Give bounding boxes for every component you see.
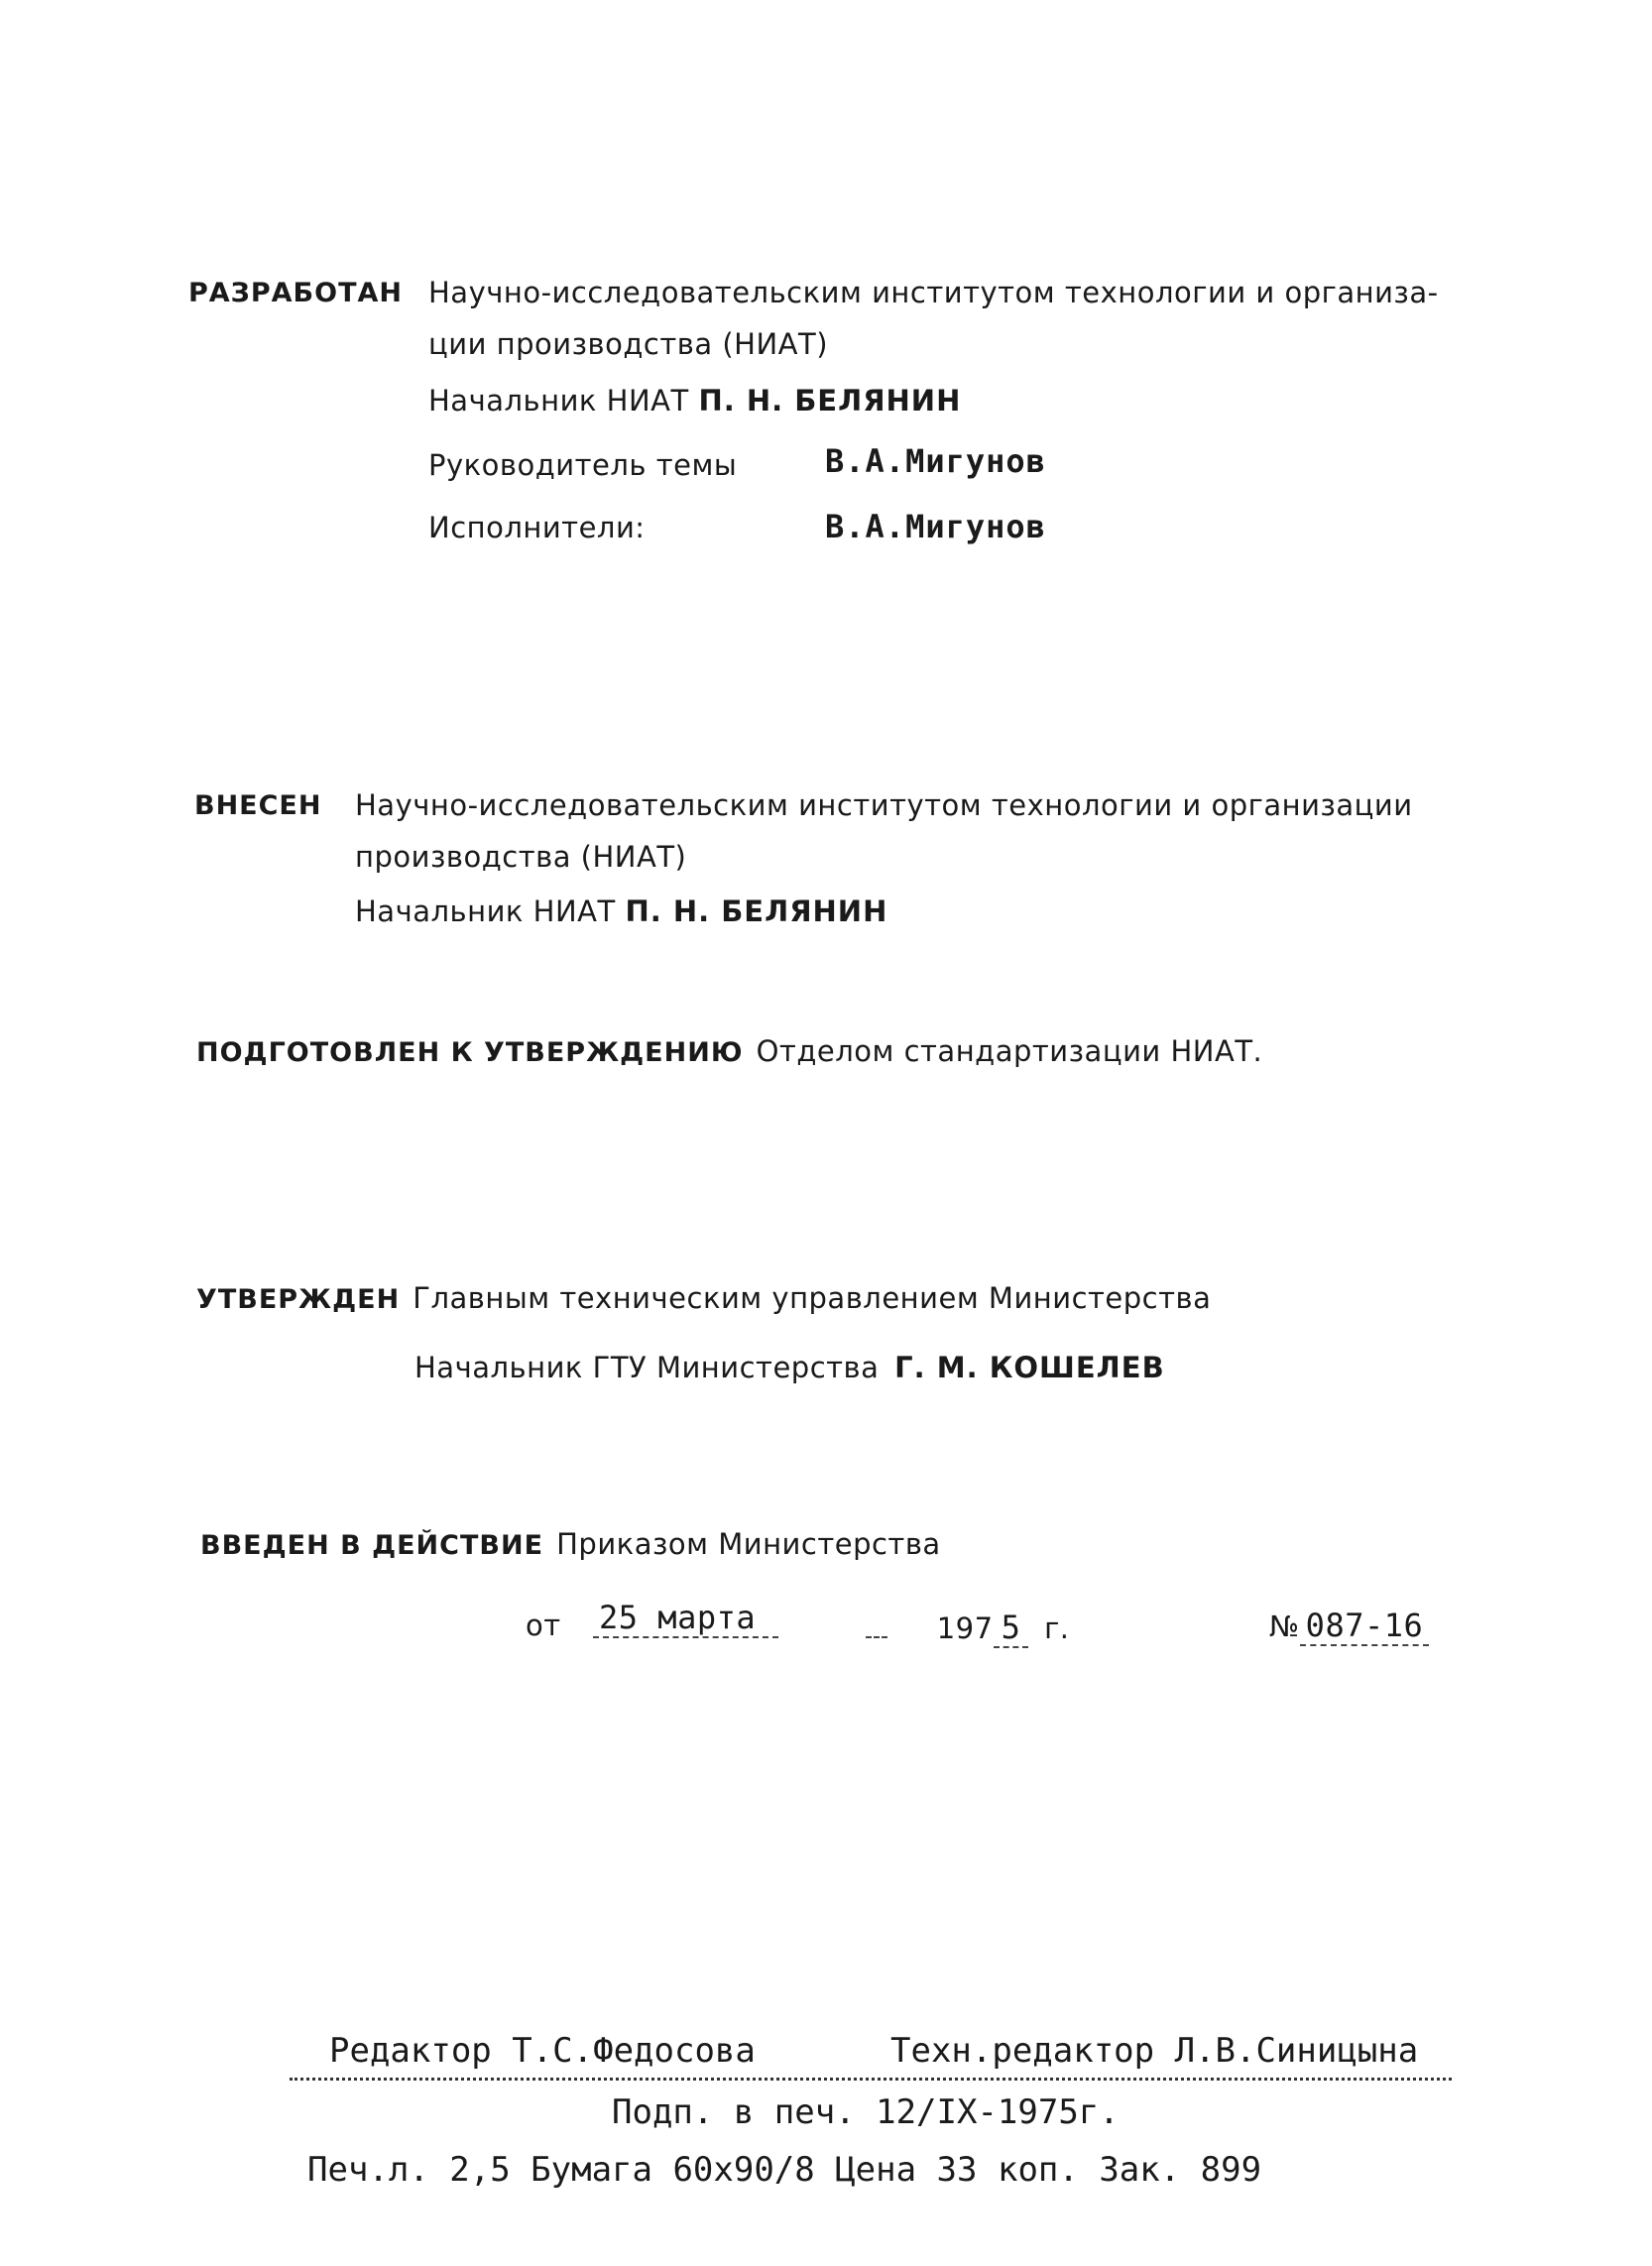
enacted-number [1269,1607,1429,1646]
introduced-head-prefix: Начальник НИАТ [355,894,616,928]
developed-head [428,384,961,417]
enacted-line [200,1527,941,1561]
enacted-date-day-month: 25 марта [593,1599,778,1638]
developed-label: РАЗРАБОТАН [188,278,403,308]
imprint-signed: Подп. в печ. 12/IX-1975г. [612,2092,1120,2132]
imprint-divider [290,2078,1452,2081]
prepared-text: Отделом стандартизации НИАТ. [756,1034,1263,1068]
prepared-label: ПОДГОТОВЛЕН К УТВЕРЖДЕНИЮ [196,1037,744,1068]
introduced-org-line1: Научно-исследовательским институтом технологии и организации [355,788,1413,822]
approved-label: УТВЕРЖДЕН [196,1284,401,1315]
introduced-head [355,894,887,928]
developed-org-line2: ции производства (НИАТ) [428,327,829,361]
introduced-org-line2: производства (НИАТ) [355,840,687,874]
developed-head-name: П. Н. БЕЛЯНИН [698,384,962,417]
imprint-tech-editor: Техн.редактор Л.В.Синицына [890,2031,1419,2071]
approved-line [196,1281,1211,1315]
introduced-label: ВНЕСЕН [194,790,322,821]
imprint-editor: Редактор Т.С.Федосова [329,2031,756,2071]
enacted-text: Приказом Министерства [556,1527,941,1561]
developed-performers-label: Исполнители: [428,511,646,544]
introduced-head-name: П. Н. БЕЛЯНИН [625,894,888,928]
enacted-year-suffix: г. [1044,1611,1070,1645]
enacted-from-label: от [526,1609,561,1642]
enacted-year [866,1609,1070,1648]
developed-topic-lead-label: Руководитель темы [428,448,738,482]
enacted-number-label: № [1269,1610,1300,1643]
approved-text: Главным техническим управлением Министерства [413,1281,1212,1315]
developed-performers-name: В.А.Мигунов [825,508,1046,545]
developed-topic-lead-name: В.А.Мигунов [825,442,1046,480]
enacted-year-prefix: 197 [936,1611,994,1645]
enacted-number-value: 087-16 [1300,1607,1430,1646]
prepared-line [196,1034,1262,1068]
developed-org-line1: Научно-исследовательским институтом технологии и организа- [428,276,1439,309]
imprint-details: Печ.л. 2,5 Бумага 60х90/8 Цена 33 коп. Зак. 899 [307,2150,1262,2190]
enacted-year-digit: 5 [994,1609,1029,1648]
approved-head-prefix: Начальник ГТУ Министерства [414,1351,880,1384]
enacted-date [593,1599,778,1638]
approved-head-name: Г. М. КОШЕЛЕВ [894,1351,1165,1384]
developed-head-prefix: Начальник НИАТ [428,384,689,417]
enacted-label: ВВЕДЕН В ДЕЙСТВИЕ [200,1530,544,1561]
approved-head [414,1351,1165,1384]
